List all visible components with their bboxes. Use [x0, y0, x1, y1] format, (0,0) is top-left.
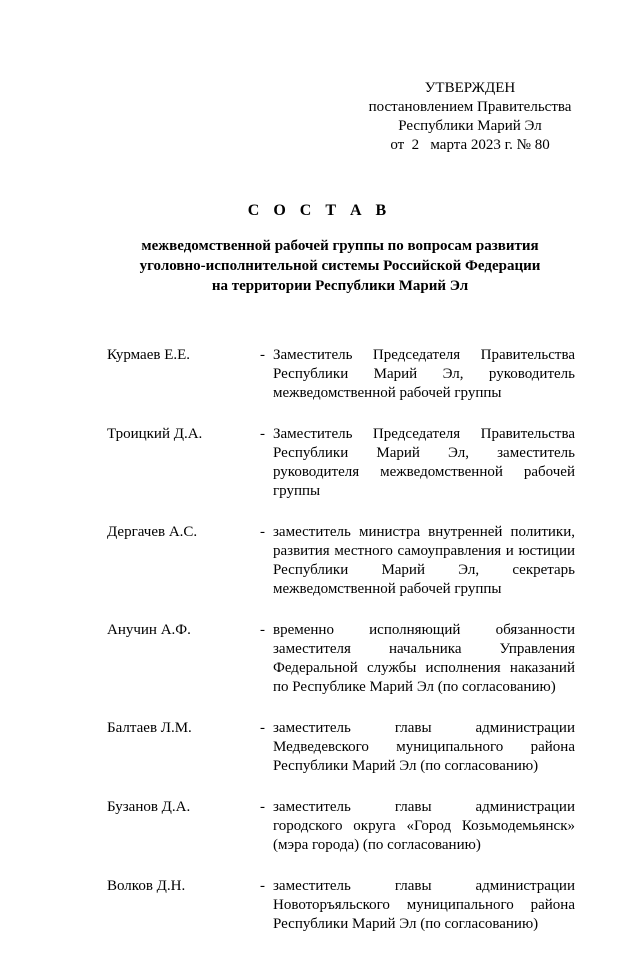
member-dash: - — [260, 347, 265, 363]
role-line: Заместитель Председателя Правительства — [273, 347, 575, 363]
role-line: Заместитель Председателя Правительства — [273, 426, 575, 442]
subtitle-line: межведомственной рабочей группы по вопросам развития — [141, 238, 539, 254]
approval-block — [360, 79, 580, 155]
role-line: Республики Марий Эл, секретарь — [273, 562, 575, 578]
member-role — [273, 425, 575, 501]
member-dash: - — [260, 799, 265, 815]
role-line: Медведевского муниципального района — [273, 739, 575, 755]
member-role — [273, 523, 575, 599]
role-line: межведомственной рабочей группы — [273, 385, 502, 401]
member-row — [107, 425, 575, 501]
approval-date: от 2 марта 2023 г. № 80 — [390, 137, 550, 153]
member-row — [107, 346, 575, 403]
role-line: временно исполняющий обязанности — [273, 622, 575, 638]
member-name: Троицкий Д.А. — [107, 426, 203, 442]
member-name: Дергачев А.С. — [107, 524, 198, 540]
member-dash: - — [260, 720, 265, 736]
role-line: заместитель министра внутренней политики, — [273, 524, 575, 540]
members-list — [107, 346, 575, 956]
role-line: руководителя межведомственной рабочей — [273, 464, 575, 480]
approval-resolution: постановлением Правительства — [368, 99, 572, 115]
member-name: Волков Д.Н. — [107, 878, 186, 894]
member-dash: - — [260, 524, 265, 540]
member-row — [107, 798, 575, 855]
role-line: Республики Марий Эл (по согласованию) — [273, 758, 539, 774]
role-line: заместитель главы администрации — [273, 799, 575, 815]
member-dash: - — [260, 426, 265, 442]
member-row — [107, 877, 575, 934]
role-line: Республики Марий Эл, заместитель — [273, 445, 575, 461]
member-name: Анучин А.Ф. — [107, 622, 191, 638]
member-role — [273, 621, 575, 697]
subtitle-line: уголовно-исполнительной системы Российской Федерации — [139, 258, 541, 274]
member-row — [107, 719, 575, 776]
role-line: группы — [273, 483, 321, 499]
approval-heading: УТВЕРЖДЕН — [424, 80, 516, 96]
role-line: по Республике Марий Эл (по согласованию) — [273, 679, 556, 695]
role-line: Республики Марий Эл (по согласованию) — [273, 916, 539, 932]
role-line: заместитель главы администрации — [273, 720, 575, 736]
member-row — [107, 523, 575, 599]
document-title: С О С Т А В — [247, 202, 392, 219]
member-name: Курмаев Е.Е. — [107, 347, 191, 363]
member-name: Балтаев Л.М. — [107, 720, 192, 736]
document-subtitle — [80, 236, 600, 296]
role-line: заместитель главы администрации — [273, 878, 575, 894]
role-line: Республики Марий Эл, руководитель — [273, 366, 575, 382]
member-row — [107, 621, 575, 697]
role-line: заместителя начальника Управления — [273, 641, 575, 657]
role-line: развития местного самоуправления и юстиции — [273, 543, 575, 559]
member-role — [273, 346, 575, 403]
member-dash: - — [260, 878, 265, 894]
role-line: Новоторъяльского муниципального района — [273, 897, 575, 913]
role-line: (мэра города) (по согласованию) — [273, 837, 481, 853]
member-dash: - — [260, 622, 265, 638]
approval-republic: Республики Марий Эл — [398, 118, 542, 134]
subtitle-line: на территории Республики Марий Эл — [211, 278, 469, 294]
member-name: Бузанов Д.А. — [107, 799, 191, 815]
role-line: межведомственной рабочей группы — [273, 581, 502, 597]
role-line: городского округа «Город Козьмодемьянск» — [273, 818, 575, 834]
member-role — [273, 719, 575, 776]
member-role — [273, 798, 575, 855]
role-line: Федеральной службы исполнения наказаний — [273, 660, 575, 676]
member-role — [273, 877, 575, 934]
